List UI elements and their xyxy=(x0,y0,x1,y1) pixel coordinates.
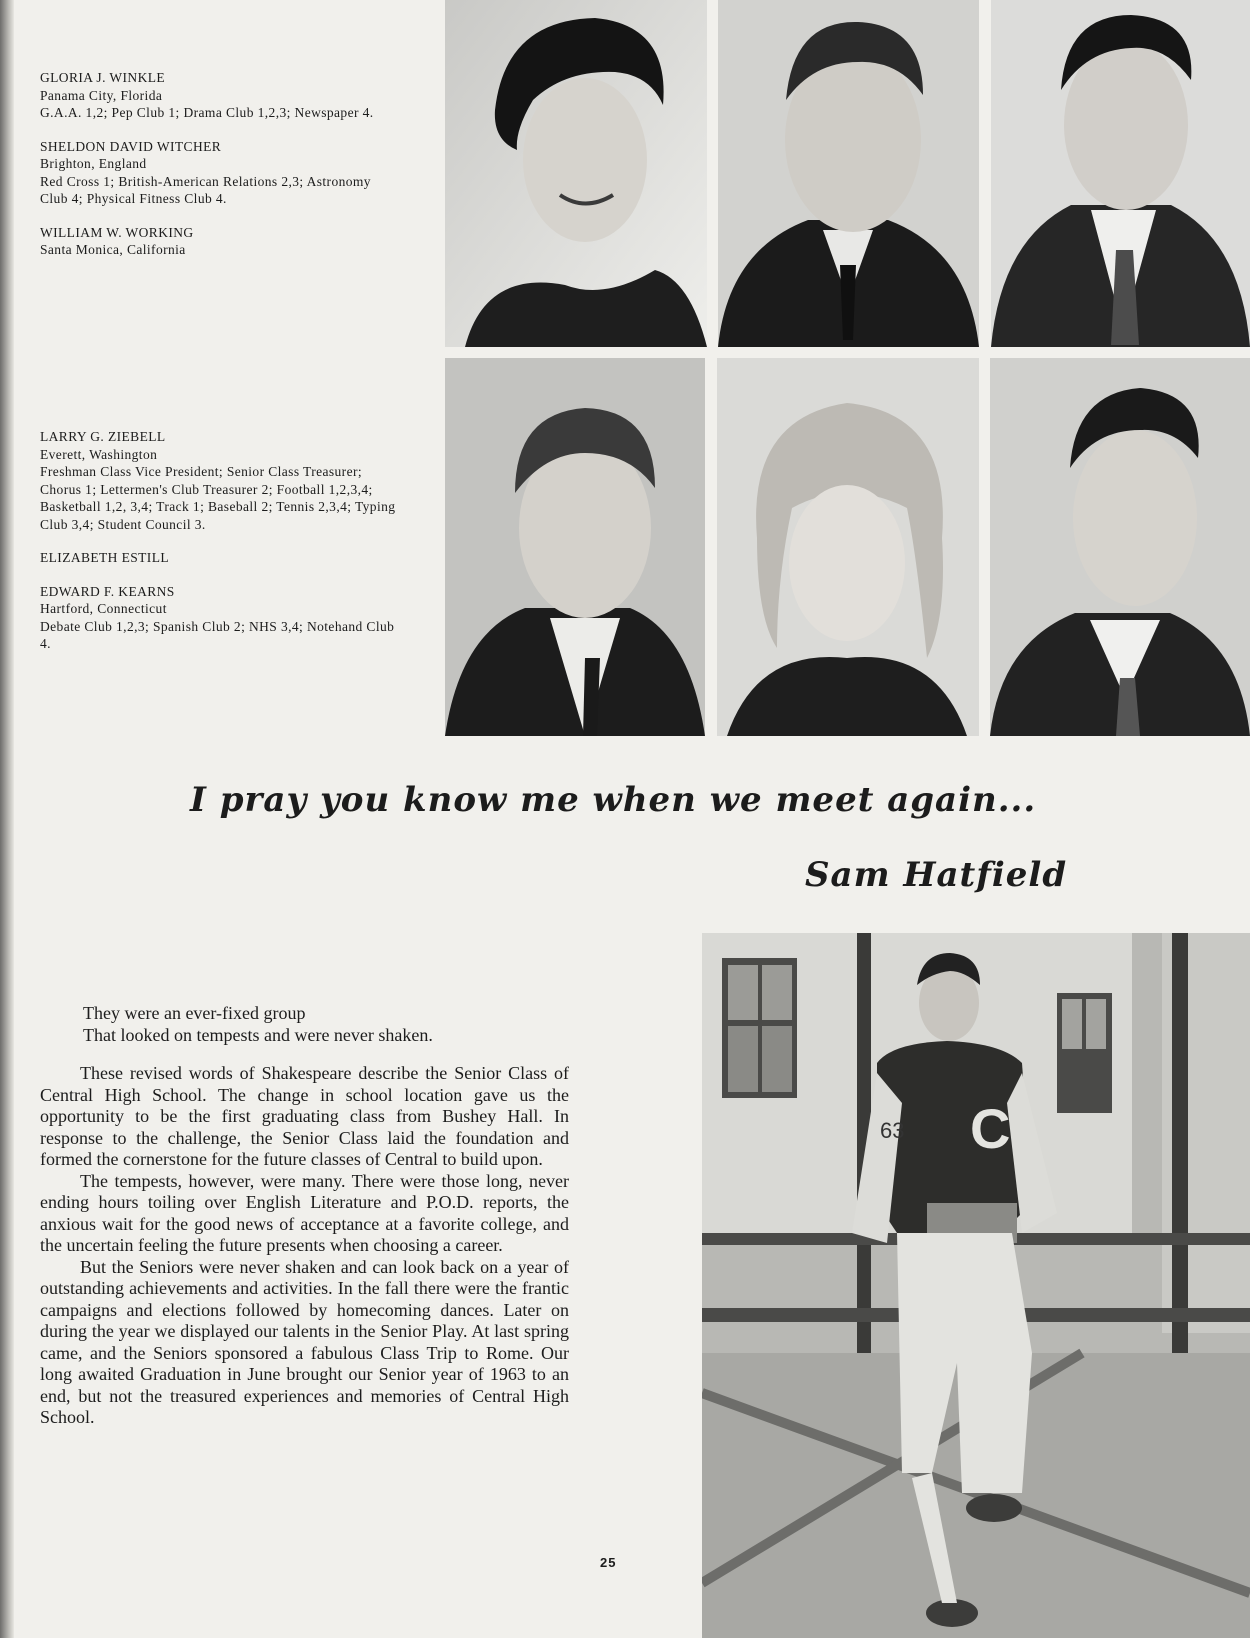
student-entry xyxy=(40,549,400,567)
essay xyxy=(40,1063,569,1429)
student-activities: Freshman Class Vice President; Senior Class Treasurer; Chorus 1; Lettermen's Club Treasurer 2; Football 1,2,3,4; Basketball 1,2, 3,4; Track 1; Baseball 2; Tennis 2,3,4; Typing Club 3,4; Student Council 3. xyxy=(40,464,396,532)
student-hometown: Hartford, Connecticut xyxy=(40,601,167,616)
poem-line: That looked on tempests and were never shaken. xyxy=(83,1025,433,1045)
portrait-photo xyxy=(445,0,707,347)
poem-line: They were an ever-fixed group xyxy=(83,1003,306,1023)
student-hometown: Brighton, England xyxy=(40,156,147,171)
student-entry xyxy=(40,428,400,533)
portrait-photo xyxy=(717,358,979,736)
student-entry xyxy=(40,583,400,653)
student-hometown: Santa Monica, California xyxy=(40,242,186,257)
portrait-photo xyxy=(990,358,1250,736)
jacket-number: 63 xyxy=(880,1118,905,1143)
student-name: EDWARD F. KEARNS xyxy=(40,583,175,599)
student-hometown: Panama City, Florida xyxy=(40,87,163,103)
poem xyxy=(83,1002,603,1046)
essay-paragraph: But the Seniors were never shaken and can look back on a year of outstanding achievements and activities. In the fall there were the frantic campaigns and elections followed by homecoming dances. Later on during the year we displayed our talents in the Senior Play. At last spring came, and the Seniors sponsored a fabulous Class Trip to Rome. Our long awaited Graduation in June brought our Senior year of 1963 to an end, but not the treasured experiences and memories of Central High School. xyxy=(40,1256,569,1427)
page-number: 25 xyxy=(600,1555,617,1570)
student-name: LARRY G. ZIEBELL xyxy=(40,429,166,444)
student-name: SHELDON DAVID WITCHER xyxy=(40,138,222,154)
jacket-letter: C xyxy=(970,1097,1011,1160)
book-spine-shadow xyxy=(0,0,14,1638)
student-name: WILLIAM W. WORKING xyxy=(40,224,194,240)
signature: Sam Hatfield xyxy=(805,855,1068,895)
student-name: GLORIA J. WINKLE xyxy=(40,70,166,85)
essay-paragraph: These revised words of Shakespeare describe the Senior Class of Central High School. The change in school location gave us the opportunity to be the first graduating class from Bushey Hall. In response to the challenge, the Senior Class laid the foundation and formed the cornerstone for the future classes of Central to build upon. xyxy=(40,1063,569,1169)
portrait-photo xyxy=(991,0,1250,347)
student-name: ELIZABETH ESTILL xyxy=(40,550,169,565)
student-entry xyxy=(40,69,400,122)
bottom-bios xyxy=(40,428,400,669)
student-entry xyxy=(40,138,400,208)
portrait-photo xyxy=(718,0,979,347)
student-activities: Debate Club 1,2,3; Spanish Club 2; NHS 3,4; Notehand Club 4. xyxy=(40,618,395,651)
top-bios xyxy=(40,69,400,275)
letterman-photo xyxy=(702,933,1250,1638)
student-activities: G.A.A. 1,2; Pep Club 1; Drama Club 1,2,3; Newspaper 4. xyxy=(40,105,374,120)
student-hometown: Everett, Washington xyxy=(40,446,158,462)
quote-text: I pray you know me when we meet again... xyxy=(190,780,1037,820)
student-activities: Red Cross 1; British-American Relations 2,3; Astronomy Club 4; Physical Fitness Club 4. xyxy=(40,173,371,206)
student-entry xyxy=(40,224,400,259)
portrait-photo xyxy=(445,358,705,736)
essay-paragraph: The tempests, however, were many. There were those long, never ending hours toiling over English Literature and P.O.D. reports, the anxious wait for the good news of acceptance at a favorite college, and the uncertain feeling the future presents when choosing a career. xyxy=(40,1170,569,1255)
